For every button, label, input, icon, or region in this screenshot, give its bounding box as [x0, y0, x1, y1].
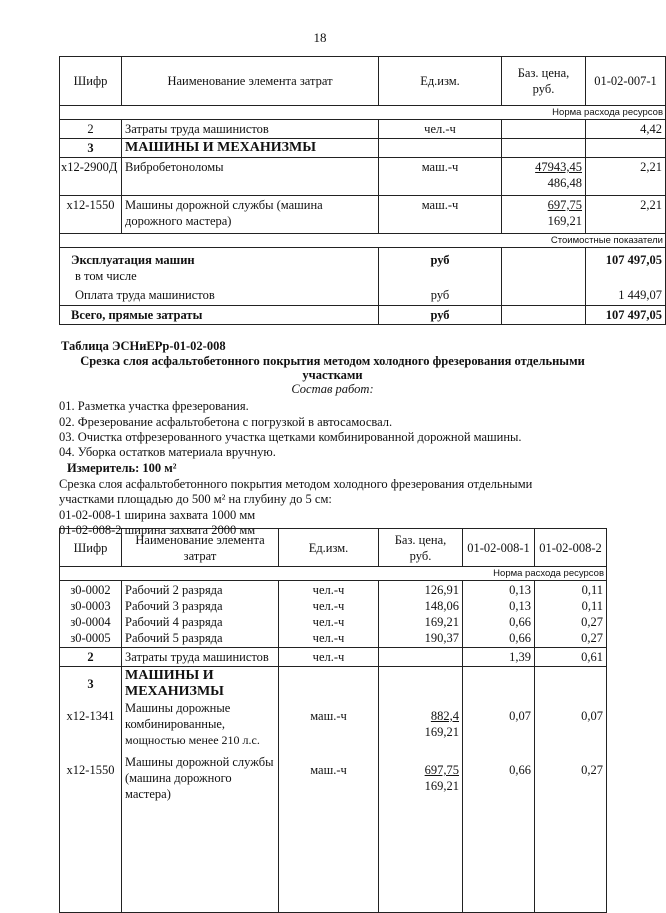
section-title-line1: МАШИНЫ И	[125, 668, 214, 683]
row-unit: маш.-ч	[310, 763, 347, 777]
section-heading-line1: Срезка слоя асфальтобетонного покрытия методом холодного фрезерования отдельными	[80, 354, 585, 368]
row-value: 0,11	[581, 599, 603, 613]
header-code: Шифр	[60, 529, 122, 567]
row-unit: чел.-ч	[312, 583, 345, 597]
row-name-line2: комбинированные,	[125, 717, 226, 731]
row-value: 2,21	[586, 158, 666, 196]
worker-values-2	[535, 581, 607, 648]
row-name	[122, 196, 379, 234]
row-code: з0-0004	[70, 615, 111, 629]
header-name	[122, 529, 279, 567]
row-code: з0-0003	[70, 599, 111, 613]
price-wage: 169,21	[424, 725, 459, 739]
header-column-1: 01-02-008-1	[463, 529, 535, 567]
row-name: Затраты труда машинистов	[122, 120, 379, 139]
total-row	[60, 306, 666, 325]
row-unit: маш.-ч	[379, 196, 502, 234]
row-value: 0,13	[509, 599, 531, 613]
work-item: 04. Уборка остатков материала вручную.	[59, 445, 276, 459]
header-unit: Ед.изм.	[379, 57, 502, 106]
workers-block	[60, 581, 607, 648]
cost-row	[60, 248, 666, 306]
header-price	[502, 57, 586, 106]
row-name-line2: (машина дорожного	[125, 771, 232, 785]
worker-prices	[379, 581, 463, 648]
row-price: 190,37	[424, 631, 459, 645]
row-name: Вибробетоноломы	[122, 158, 379, 196]
cost-values	[586, 248, 666, 306]
row-name: Рабочий 5 разряда	[125, 631, 223, 645]
price-wage: 169,21	[547, 214, 582, 228]
header-column-code: 01-02-007-1	[586, 57, 666, 106]
total-value: 107 497,05	[586, 306, 666, 325]
resource-table-01-02-007	[59, 56, 666, 325]
section-code: 3	[60, 139, 122, 158]
machines-block	[60, 667, 607, 913]
table-row	[60, 120, 666, 139]
row-value: 0,07	[581, 709, 603, 723]
row-unit: чел.-ч	[312, 599, 345, 613]
row-value: 0,27	[581, 615, 603, 629]
total-unit: руб	[379, 306, 502, 325]
row-name-line2: дорожного мастера)	[125, 214, 232, 228]
header-unit: Ед.изм.	[279, 529, 379, 567]
row-value: 0,13	[509, 583, 531, 597]
row-name: Рабочий 3 разряда	[125, 599, 223, 613]
price-wage: 169,21	[424, 779, 459, 793]
row-unit: чел.-ч	[312, 631, 345, 645]
row-code: з0-0002	[70, 583, 111, 597]
row-code: х12-2900Д	[60, 158, 122, 196]
section-title-line2: МЕХАНИЗМЫ	[125, 684, 224, 699]
cost-including: в том числе	[75, 269, 137, 283]
norm-label: Норма расхода ресурсов	[60, 567, 607, 581]
table-row	[60, 196, 666, 234]
row-price: 148,06	[424, 599, 459, 613]
cost-label: Стоимостные показатели	[60, 234, 666, 248]
variant-1: 01-02-008-1 ширина захвата 1000 мм	[59, 508, 256, 522]
section-code: 3	[87, 677, 94, 691]
header-column-2: 01-02-008-2	[535, 529, 607, 567]
row-unit: чел.-ч	[279, 648, 379, 667]
header-price-line1: Баз. цена,	[394, 532, 447, 547]
work-item: 02. Фрезерование асфальтобетона с погрузкой в автосамосвал.	[59, 415, 393, 429]
machine-values-1	[463, 667, 535, 913]
machine-prices	[379, 667, 463, 913]
worker-codes	[60, 581, 122, 648]
machine-names	[122, 667, 279, 913]
row-value: 0,27	[581, 763, 603, 777]
row-value: 0,66	[509, 615, 531, 629]
cost-wages-value: 1 449,07	[618, 288, 662, 302]
header-price-line2: руб.	[532, 82, 555, 96]
row-code: 2	[60, 120, 122, 139]
norm-label: Норма расхода ресурсов	[60, 106, 666, 120]
cost-exploitation-value: 107 497,05	[605, 253, 662, 267]
row-name-line1: Машины дорожной службы (машина	[125, 198, 323, 212]
price-base: 697,75	[424, 763, 459, 777]
table-header-row	[60, 529, 607, 567]
machine-codes	[60, 667, 122, 913]
row-price	[502, 196, 586, 234]
row-unit: чел.-ч	[312, 615, 345, 629]
row-name-line1: Машины дорожные	[125, 701, 231, 715]
row-code: х12-1550	[66, 763, 115, 777]
row-price	[502, 120, 586, 139]
cost-exploitation: Эксплуатация машин	[71, 253, 195, 267]
row-value: 0,61	[535, 648, 607, 667]
row-name: Рабочий 2 разряда	[125, 583, 223, 597]
total-label: Всего, прямые затраты	[60, 306, 379, 325]
row-name-line3: мастера)	[125, 787, 171, 801]
worker-units	[279, 581, 379, 648]
row-price: 169,21	[424, 615, 459, 629]
price-wage: 486,48	[547, 176, 582, 190]
row-value: 0,66	[509, 763, 531, 777]
row-value: 1,39	[463, 648, 535, 667]
row-name: Рабочий 4 разряда	[125, 615, 223, 629]
header-price-line1: Баз. цена,	[517, 66, 570, 80]
price-base: 697,75	[547, 198, 582, 212]
machine-units	[279, 667, 379, 913]
norm-row	[60, 567, 607, 581]
row-value: 4,42	[586, 120, 666, 139]
resource-table-01-02-008	[59, 528, 607, 913]
header-name-line2: затрат	[183, 548, 217, 563]
row-price	[502, 158, 586, 196]
work-item: 01. Разметка участка фрезерования.	[59, 399, 249, 413]
row-value: 0,66	[509, 631, 531, 645]
header-price	[379, 529, 463, 567]
description-line2: участками площадью до 500 м² на глубину до 5 см:	[59, 492, 332, 506]
row-unit: маш.-ч	[379, 158, 502, 196]
section-heading-line2: участками	[302, 368, 363, 382]
cost-wages-unit: руб	[430, 288, 450, 302]
table-title: Таблица ЭСНиЕРр-01-02-008	[61, 339, 226, 353]
row-value: 0,07	[509, 709, 531, 723]
work-item: 03. Очистка отфрезерованного участка щетками комбинированной дорожной машины.	[59, 430, 522, 444]
row-name-line3: мощностью менее 210 л.с.	[125, 733, 260, 747]
price-base: 47943,45	[535, 160, 582, 174]
header-name-line1: Наименование элемента	[135, 532, 265, 547]
page-number: 18	[313, 30, 327, 45]
cost-units	[379, 248, 502, 306]
cost-wages: Оплата труда машинистов	[75, 288, 215, 302]
section-title: МАШИНЫ И МЕХАНИЗМЫ	[122, 139, 379, 158]
row-price: 126,91	[424, 583, 459, 597]
cost-exploitation-unit: руб	[430, 253, 450, 267]
header-code: Шифр	[60, 57, 122, 106]
row-code: 2	[60, 648, 122, 667]
row-unit: чел.-ч	[379, 120, 502, 139]
worker-names	[122, 581, 279, 648]
table-row	[60, 139, 666, 158]
table-header-row	[60, 57, 666, 106]
composition-label: Состав работ:	[291, 382, 374, 396]
row-value: 2,21	[586, 196, 666, 234]
row-code: х12-1341	[66, 709, 115, 723]
row-value: 0,11	[581, 583, 603, 597]
table-row	[60, 158, 666, 196]
cost-label-row	[60, 234, 666, 248]
row-name: Затраты труда машинистов	[122, 648, 279, 667]
row-code: х12-1550	[60, 196, 122, 234]
row-code: з0-0005	[70, 631, 111, 645]
cost-names	[60, 248, 379, 306]
norm-row	[60, 106, 666, 120]
row-value: 0,27	[581, 631, 603, 645]
row-unit: маш.-ч	[310, 709, 347, 723]
meter-label: Измеритель: 100 м²	[67, 461, 177, 475]
header-price-line2: руб.	[409, 548, 432, 563]
variant-2: 01-02-008-2 ширина захвата 2000 мм	[59, 523, 256, 537]
row-name-line1: Машины дорожной службы	[125, 755, 274, 769]
description-line1: Срезка слоя асфальтобетонного покрытия методом холодного фрезерования отдельными	[59, 477, 533, 491]
header-name: Наименование элемента затрат	[122, 57, 379, 106]
worker-values-1	[463, 581, 535, 648]
price-base: 882,4	[430, 709, 459, 723]
machine-values-2	[535, 667, 607, 913]
table-row	[60, 648, 607, 667]
